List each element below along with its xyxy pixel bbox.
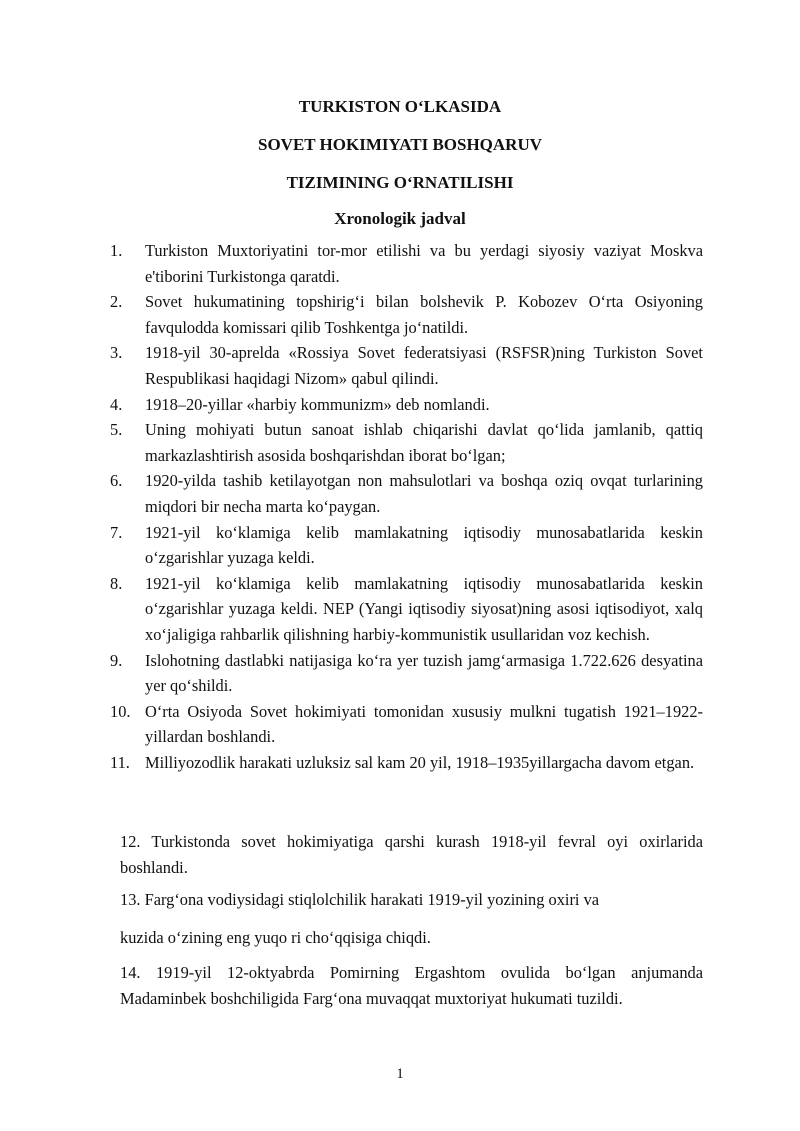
paragraph-12: 12. Turkistonda sovet hokimiyatiga qarshi kurash 1918-yil fevral oyi oxirlarida boshlandi. xyxy=(120,832,703,877)
list-item xyxy=(110,238,703,289)
list-item xyxy=(110,699,703,750)
paragraph-13-line-2: kuzida o‘zining eng yuqo ri cho‘qqisiga chiqdi. xyxy=(120,928,431,947)
list-item xyxy=(110,289,703,340)
list-item-text: 1918–20-yillar «harbiy kommunizm» deb nomlandi. xyxy=(145,394,490,414)
list-item xyxy=(110,340,703,391)
list-item-text: Sovet hukumatining topshirig‘i bilan bolshevik P. Kobozev O‘rta Osiyoning favqulodda komissari qilib Toshkentga jo‘natildi. xyxy=(145,292,703,337)
list-item xyxy=(110,571,703,648)
list-item xyxy=(110,392,703,418)
list-item-number: 4. xyxy=(110,394,123,414)
list-item xyxy=(110,468,703,519)
list-item xyxy=(110,750,703,776)
list-item-text: 1918-yil 30-aprelda «Rossiya Sovet federatsiyasi (RSFSR)ning Turkiston Sovet Respublikasi haqidagi Nizom» qabul qilindi. xyxy=(145,343,703,388)
list-item-number: 7. xyxy=(110,522,123,542)
paragraph-13-line-1: 13. Farg‘ona vodiysidagi stiqlolchilik harakati 1919-yil yozining oxiri va xyxy=(120,890,600,909)
title-line-3: TIZIMINING O‘RNATILISHI xyxy=(286,173,514,192)
list-item-number: 6. xyxy=(110,471,123,491)
list-item-number: 10. xyxy=(110,701,131,721)
list-item-number: 8. xyxy=(110,573,123,593)
list-item-number: 1. xyxy=(110,241,123,260)
list-item-number: 5. xyxy=(110,420,123,440)
page-number: 1 xyxy=(396,1066,404,1082)
paragraph-14: 14. 1919-yil 12-oktyabrda Pomirning Ergashtom ovulida bo‘lgan anjumanda Madaminbek boshchiligida Farg‘ona muvaqqat muxtoriyat hukumati tuzildi. xyxy=(120,963,703,1008)
list-item xyxy=(110,648,703,699)
list-item-text: O‘rta Osiyoda Sovet hokimiyati tomonidan xususiy mulkni tugatish 1921–1922-yillardan boshlandi. xyxy=(145,701,703,747)
chronology-list xyxy=(110,238,703,775)
list-item xyxy=(110,520,703,571)
list-item-number: 11. xyxy=(110,752,130,772)
list-item-text: Islohotning dastlabki natijasiga ko‘ra yer tuzish jamg‘armasiga 1.722.626 desyatina yer qo‘shildi. xyxy=(145,650,703,696)
list-item-text: Uning mohiyati butun sanoat ishlab chiqarishi davlat qo‘lida jamlanib, qattiq markazlashtirish asosida boshqarishdan iborat bo‘lgan; xyxy=(145,420,703,465)
subtitle: Xronologik jadval xyxy=(334,209,466,228)
title-line-2: SOVET HOKIMIYATI BOSHQARUV xyxy=(257,135,543,154)
list-item-text: 1921-yil ko‘klamiga kelib mamlakatning iqtisodiy munosabatlarida keskin o‘zgarishlar yuzaga keldi. NEP (Yangi iqtisodiy siyosat)ning asosi iqtisodiyot, xalq xo‘jaligiga rahbarlik qilishning harbiy-kommunistik usullaridan voz kechish. xyxy=(145,573,703,644)
list-item-text: Milliyozodlik harakati uzluksiz sal kam 20 yil, 1918–1935yillargacha davom etgan. xyxy=(145,752,695,772)
list-item-number: 2. xyxy=(110,292,123,312)
list-item-number: 9. xyxy=(110,650,123,670)
list-item-text: 1921-yil ko‘klamiga kelib mamlakatning iqtisodiy munosabatlarida keskin o‘zgarishlar yuzaga keldi. xyxy=(145,522,703,568)
list-item-text: Turkiston Muxtoriyatini tor-mor etilishi va bu yerdagi siyosiy vaziyat Moskva e'tiborini Turkistonga qaratdi. xyxy=(145,241,703,286)
title-line-1: TURKISTON O‘LKASIDA xyxy=(298,97,502,116)
list-item xyxy=(110,417,703,468)
list-item-number: 3. xyxy=(110,343,123,363)
list-item-text: 1920-yilda tashib ketilayotgan non mahsulotlari va boshqa oziq ovqat turlarining miqdori bir necha marta ko‘paygan. xyxy=(145,471,703,516)
